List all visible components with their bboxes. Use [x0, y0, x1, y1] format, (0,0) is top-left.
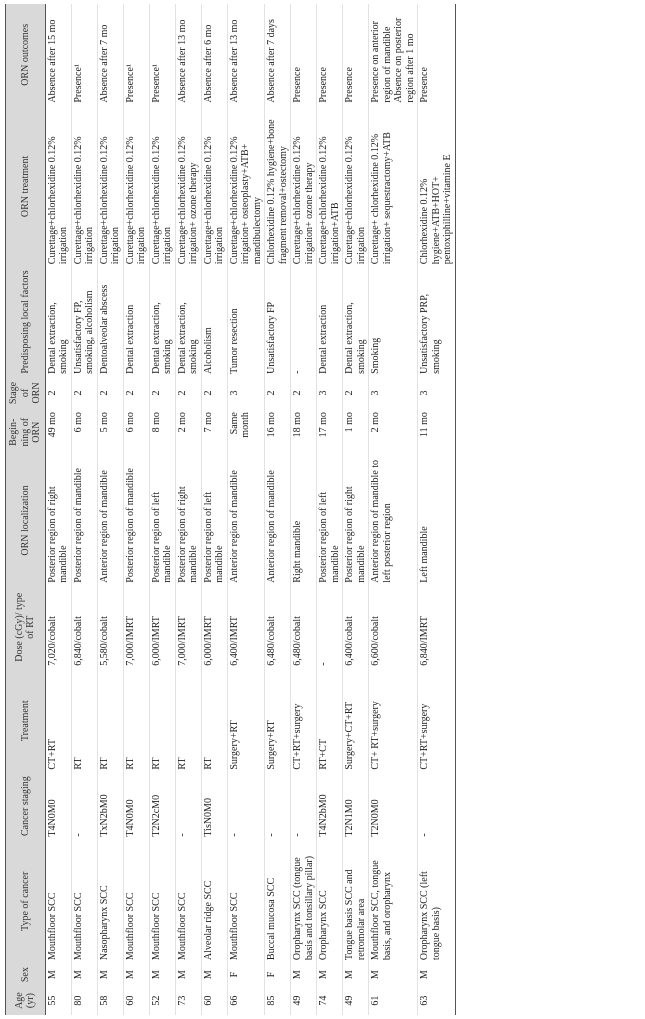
- cell-dose: 6,480/cobalt: [291, 586, 317, 669]
- cell-cancer-type: Oropharynx SCC (left tongue basis): [418, 840, 456, 963]
- cell-orn-treatment: Curettage+chlorhexidine 0.12% irrigation: [97, 106, 123, 268]
- col-header-age: Age (yr): [6, 986, 46, 1015]
- col-header-dose: Dose (cGy)/ type of RT: [6, 586, 46, 669]
- cell-treatment: RT: [149, 669, 175, 773]
- cell-orn-localization: Posterior region of mandible: [123, 455, 149, 585]
- table-row: [343, 4, 369, 1015]
- cell-predisposing: Dental extraction: [317, 267, 343, 377]
- cell-orn-localization: Anterior region of mandible to left posterior region: [369, 455, 418, 585]
- cell-orn-localization: Right mandible: [291, 455, 317, 585]
- cell-dose: -: [317, 586, 343, 669]
- cell-age: 49: [343, 986, 369, 1015]
- cell-treatment: RT: [175, 669, 201, 773]
- cell-orn-stage: 2: [291, 377, 317, 409]
- orn-cases-table: [5, 4, 456, 1015]
- cell-orn-treatment: Curettage+chlorhexidine 0.12% irrigation+ATB: [317, 106, 343, 268]
- cell-cancer-staging: T2N2cM0: [149, 773, 175, 840]
- cell-dose: 7,000/IMRT: [175, 586, 201, 669]
- table-row: [45, 4, 71, 1015]
- cell-cancer-staging: TxN2bM0: [97, 773, 123, 840]
- col-header-orn-treatment: ORN treatment: [6, 106, 46, 268]
- table-row: [201, 4, 227, 1015]
- cell-orn-outcomes: Absence after 7 days: [265, 4, 291, 106]
- cell-orn-localization: Posterior region of right mandible: [45, 455, 71, 585]
- cell-orn-localization: Posterior region of left mandible: [317, 455, 343, 585]
- cell-age: 49: [291, 986, 317, 1015]
- table-row: [97, 4, 123, 1015]
- col-header-cancer-staging: Cancer staging: [6, 773, 46, 840]
- cell-orn-stage: 2: [71, 377, 97, 409]
- cell-orn-stage: 3: [369, 377, 418, 409]
- cell-treatment: RT: [123, 669, 149, 773]
- cell-treatment: CT+ RT+surgery: [369, 669, 418, 773]
- cell-orn-treatment: Curettage+chlorhexidine 0.12% irrigation: [201, 106, 227, 268]
- cell-beginning: Same month: [227, 409, 265, 455]
- cell-orn-localization: Anterior region of mandible: [265, 455, 291, 585]
- cell-orn-localization: Posterior region of left mandible: [149, 455, 175, 585]
- cell-sex: F: [265, 963, 291, 986]
- cell-orn-stage: 2: [201, 377, 227, 409]
- cell-orn-outcomes: Presence¹: [71, 4, 97, 106]
- cell-sex: M: [291, 963, 317, 986]
- cell-cancer-staging: T4N0M0: [45, 773, 71, 840]
- cell-cancer-type: Buccal mucosa SCC: [265, 840, 291, 963]
- cell-age: 63: [418, 986, 456, 1015]
- cell-orn-treatment: Curettage+ chlorhexidine 0.12% irrigation+ sequestractomy+ATB: [369, 106, 418, 268]
- cell-orn-outcomes: Presence: [291, 4, 317, 106]
- cell-cancer-type: Mouthfloor SCC: [45, 840, 71, 963]
- cell-orn-localization: Posterior region of mandible: [71, 455, 97, 585]
- cell-beginning: 8 mo: [149, 409, 175, 455]
- cell-sex: M: [418, 963, 456, 986]
- table-row: [291, 4, 317, 1015]
- cell-orn-stage: 3: [418, 377, 456, 409]
- cell-predisposing: Tumor resection: [227, 267, 265, 377]
- cell-sex: M: [45, 963, 71, 986]
- col-header-orn-localization: ORN localization: [6, 455, 46, 585]
- cell-orn-localization: Posterior region of right mandible: [175, 455, 201, 585]
- cell-beginning: 2 mo: [175, 409, 201, 455]
- cell-predisposing: Dental extraction, smoking: [175, 267, 201, 377]
- cell-orn-stage: 2: [265, 377, 291, 409]
- table-row: [149, 4, 175, 1015]
- cell-orn-treatment: Curettage+chlorhexidine 0.12% irrigation+ osteoplasty+ATB+ mandibulectomy: [227, 106, 265, 268]
- cell-dose: 6,600/cobalt: [369, 586, 418, 669]
- cell-cancer-type: Mouthfloor SCC: [71, 840, 97, 963]
- cell-predisposing: Dental extraction: [123, 267, 149, 377]
- cell-beginning: 1 mo: [343, 409, 369, 455]
- table-row: [227, 4, 265, 1015]
- cell-age: 55: [45, 986, 71, 1015]
- cell-beginning: 2 mo: [369, 409, 418, 455]
- cell-cancer-staging: T2N0M0: [369, 773, 418, 840]
- cell-cancer-staging: -: [418, 773, 456, 840]
- cell-orn-treatment: Curettage+chlorhexidine 0.12% irrigation: [149, 106, 175, 268]
- cell-beginning: 6 mo: [123, 409, 149, 455]
- cell-sex: M: [149, 963, 175, 986]
- table-row: [265, 4, 291, 1015]
- cell-cancer-type: Mouthfloor SCC: [123, 840, 149, 963]
- cell-dose: 6,480/cobalt: [265, 586, 291, 669]
- cell-sex: M: [343, 963, 369, 986]
- cell-predisposing: -: [291, 267, 317, 377]
- cell-cancer-staging: T2N1M0: [343, 773, 369, 840]
- table-row: [369, 4, 418, 1015]
- cell-beginning: 17 mo: [317, 409, 343, 455]
- cell-treatment: RT: [71, 669, 97, 773]
- cell-cancer-type: Mouthfloor SCC: [175, 840, 201, 963]
- cell-predisposing: Dentoalveolar abscess: [97, 267, 123, 377]
- cell-orn-treatment: Curettage+chlorhexidine 0.12% irrigation: [343, 106, 369, 268]
- cell-orn-treatment: Curettage+chlorhexidine 0.12% irrigation: [123, 106, 149, 268]
- cell-dose: 6,400/IMRT: [227, 586, 265, 669]
- cell-cancer-type: Alveolar ridge SCC: [201, 840, 227, 963]
- cell-treatment: RT+CT: [317, 669, 343, 773]
- cell-cancer-type: Nasopharynx SCC: [97, 840, 123, 963]
- cell-predisposing: Dental extraction, smoking: [343, 267, 369, 377]
- cell-sex: M: [175, 963, 201, 986]
- cell-orn-outcomes: Presence¹: [149, 4, 175, 106]
- cell-treatment: CT+RT+surgery: [291, 669, 317, 773]
- cell-age: 85: [265, 986, 291, 1015]
- cell-sex: M: [317, 963, 343, 986]
- cell-orn-outcomes: Presence¹: [123, 4, 149, 106]
- cell-orn-outcomes: Absence after 6 mo: [201, 4, 227, 106]
- cell-dose: 6,840/cobalt: [71, 586, 97, 669]
- cell-beginning: 5 mo: [97, 409, 123, 455]
- cell-orn-localization: Posterior region of left mandible: [201, 455, 227, 585]
- cell-cancer-staging: -: [227, 773, 265, 840]
- cell-orn-treatment: Chlorhexidine 0.12% hygiene+ATB+HOT+ pentoxiphilline+vitamine E: [418, 106, 456, 268]
- cell-age: 66: [227, 986, 265, 1015]
- cell-orn-stage: 2: [123, 377, 149, 409]
- cell-age: 60: [201, 986, 227, 1015]
- cell-orn-outcomes: Presence: [343, 4, 369, 106]
- cell-sex: M: [369, 963, 418, 986]
- cell-dose: 7,020/cobalt: [45, 586, 71, 669]
- cell-age: 52: [149, 986, 175, 1015]
- cell-orn-treatment: Curettage+chlorhexidine 0.12% irrigation: [45, 106, 71, 268]
- cell-orn-localization: Anterior region of mandible: [227, 455, 265, 585]
- cell-cancer-type: Mouthfloor SCC, tongue basis, and oropharynx: [369, 840, 418, 963]
- cell-dose: 7,000/IMRT: [123, 586, 149, 669]
- col-header-orn-outcomes: ORN outcomes: [6, 4, 46, 106]
- cell-orn-treatment: Curettage+chlorhexidine 0.12% irrigation: [71, 106, 97, 268]
- cell-beginning: 6 mo: [71, 409, 97, 455]
- cell-orn-outcomes: Absence after 15 mo: [45, 4, 71, 106]
- cell-cancer-type: Mouthfloor SCC: [227, 840, 265, 963]
- cell-predisposing: Unsatisfactory FP, smoking, alcoholism: [71, 267, 97, 377]
- table-header-row: [6, 4, 46, 1015]
- cell-predisposing: Smoking: [369, 267, 418, 377]
- cell-orn-localization: Posterior region of right mandible: [343, 455, 369, 585]
- cell-age: 73: [175, 986, 201, 1015]
- cell-orn-stage: 3: [317, 377, 343, 409]
- cell-orn-stage: 2: [149, 377, 175, 409]
- cell-orn-stage: 2: [175, 377, 201, 409]
- table-row: [123, 4, 149, 1015]
- cell-predisposing: Dental extraction, smoking: [149, 267, 175, 377]
- col-header-predisposing: Predisposing local factors: [6, 267, 46, 377]
- cell-age: 58: [97, 986, 123, 1015]
- table-row: [71, 4, 97, 1015]
- cell-age: 60: [123, 986, 149, 1015]
- cell-cancer-type: Mouthfloor SCC: [149, 840, 175, 963]
- cell-dose: 6,000/IMRT: [149, 586, 175, 669]
- cell-treatment: CT+RT+surgery: [418, 669, 456, 773]
- cell-sex: M: [201, 963, 227, 986]
- cell-sex: M: [123, 963, 149, 986]
- cell-cancer-staging: -: [291, 773, 317, 840]
- cell-predisposing: Alcoholism: [201, 267, 227, 377]
- cell-orn-treatment: Chlorhexidine 0.12% hygiene+bone fragment removal+ostectomy: [265, 106, 291, 268]
- cell-dose: 5,580/cobalt: [97, 586, 123, 669]
- cell-treatment: CT+RT: [45, 669, 71, 773]
- cell-orn-stage: 2: [343, 377, 369, 409]
- cell-beginning: 49 mo: [45, 409, 71, 455]
- cell-predisposing: Dental extraction, smoking: [45, 267, 71, 377]
- cell-cancer-type: Tongue basis SCC and retromolar area: [343, 840, 369, 963]
- cell-treatment: Surgery+RT: [227, 669, 265, 773]
- cell-cancer-staging: T4N0M0: [123, 773, 149, 840]
- cell-orn-localization: Left mandible: [418, 455, 456, 585]
- table-row: [175, 4, 201, 1015]
- cell-cancer-type: Oropharynx SCC (tongue basis and tonsillary pillar): [291, 840, 317, 963]
- cell-orn-stage: 3: [227, 377, 265, 409]
- cell-treatment: Surgery+CT+RT: [343, 669, 369, 773]
- cell-dose: 6,400/cobalt: [343, 586, 369, 669]
- cell-sex: M: [97, 963, 123, 986]
- cell-cancer-staging: -: [265, 773, 291, 840]
- col-header-beginning: Begin- ning of ORN: [6, 409, 46, 455]
- col-header-sex: Sex: [6, 963, 46, 986]
- cell-sex: M: [71, 963, 97, 986]
- cell-orn-outcomes: Absence after 13 mo: [227, 4, 265, 106]
- cell-predisposing: Unsatisfactory PRP, smoking: [418, 267, 456, 377]
- cell-age: 74: [317, 986, 343, 1015]
- cell-treatment: RT: [201, 669, 227, 773]
- cell-cancer-staging: -: [71, 773, 97, 840]
- cell-cancer-staging: -: [175, 773, 201, 840]
- cell-orn-treatment: Curettage+chlorhexidine 0.12% irrigation+ ozone therapy: [291, 106, 317, 268]
- cell-dose: 6,000/IMRT: [201, 586, 227, 669]
- cell-cancer-staging: T4N2bM0: [317, 773, 343, 840]
- cell-orn-outcomes: Absence after 13 mo: [175, 4, 201, 106]
- cell-orn-outcomes: Absence after 7 mo: [97, 4, 123, 106]
- cell-orn-localization: Anterior region of mandible: [97, 455, 123, 585]
- cell-beginning: 16 mo: [265, 409, 291, 455]
- cell-cancer-staging: TisN0M0: [201, 773, 227, 840]
- col-header-cancer-type: Type of cancer: [6, 840, 46, 963]
- cell-predisposing: Unsatisfactory FP: [265, 267, 291, 377]
- cell-beginning: 7 mo: [201, 409, 227, 455]
- cell-orn-outcomes: Presence: [317, 4, 343, 106]
- cell-age: 61: [369, 986, 418, 1015]
- cell-beginning: 11 mo: [418, 409, 456, 455]
- cell-orn-treatment: Curettage+chlorhexidine 0.12% irrigation+ ozone therapy: [175, 106, 201, 268]
- table-row: [317, 4, 343, 1015]
- cell-cancer-type: Oropharynx SCC: [317, 840, 343, 963]
- cell-age: 80: [71, 986, 97, 1015]
- cell-beginning: 18 mo: [291, 409, 317, 455]
- cell-treatment: Surgery+RT: [265, 669, 291, 773]
- cell-sex: F: [227, 963, 265, 986]
- col-header-treatment: Treatment: [6, 669, 46, 773]
- cell-dose: 6,840/IMRT: [418, 586, 456, 669]
- cell-orn-stage: 2: [45, 377, 71, 409]
- col-header-orn-stage: Stage of ORN: [6, 377, 46, 409]
- cell-orn-outcomes: Presence on anterior region of mandible Absence on posterior region after 1 mo: [369, 4, 418, 106]
- cell-orn-stage: 2: [97, 377, 123, 409]
- table-row: [418, 4, 456, 1015]
- cell-treatment: RT: [97, 669, 123, 773]
- cell-orn-outcomes: Presence: [418, 4, 456, 106]
